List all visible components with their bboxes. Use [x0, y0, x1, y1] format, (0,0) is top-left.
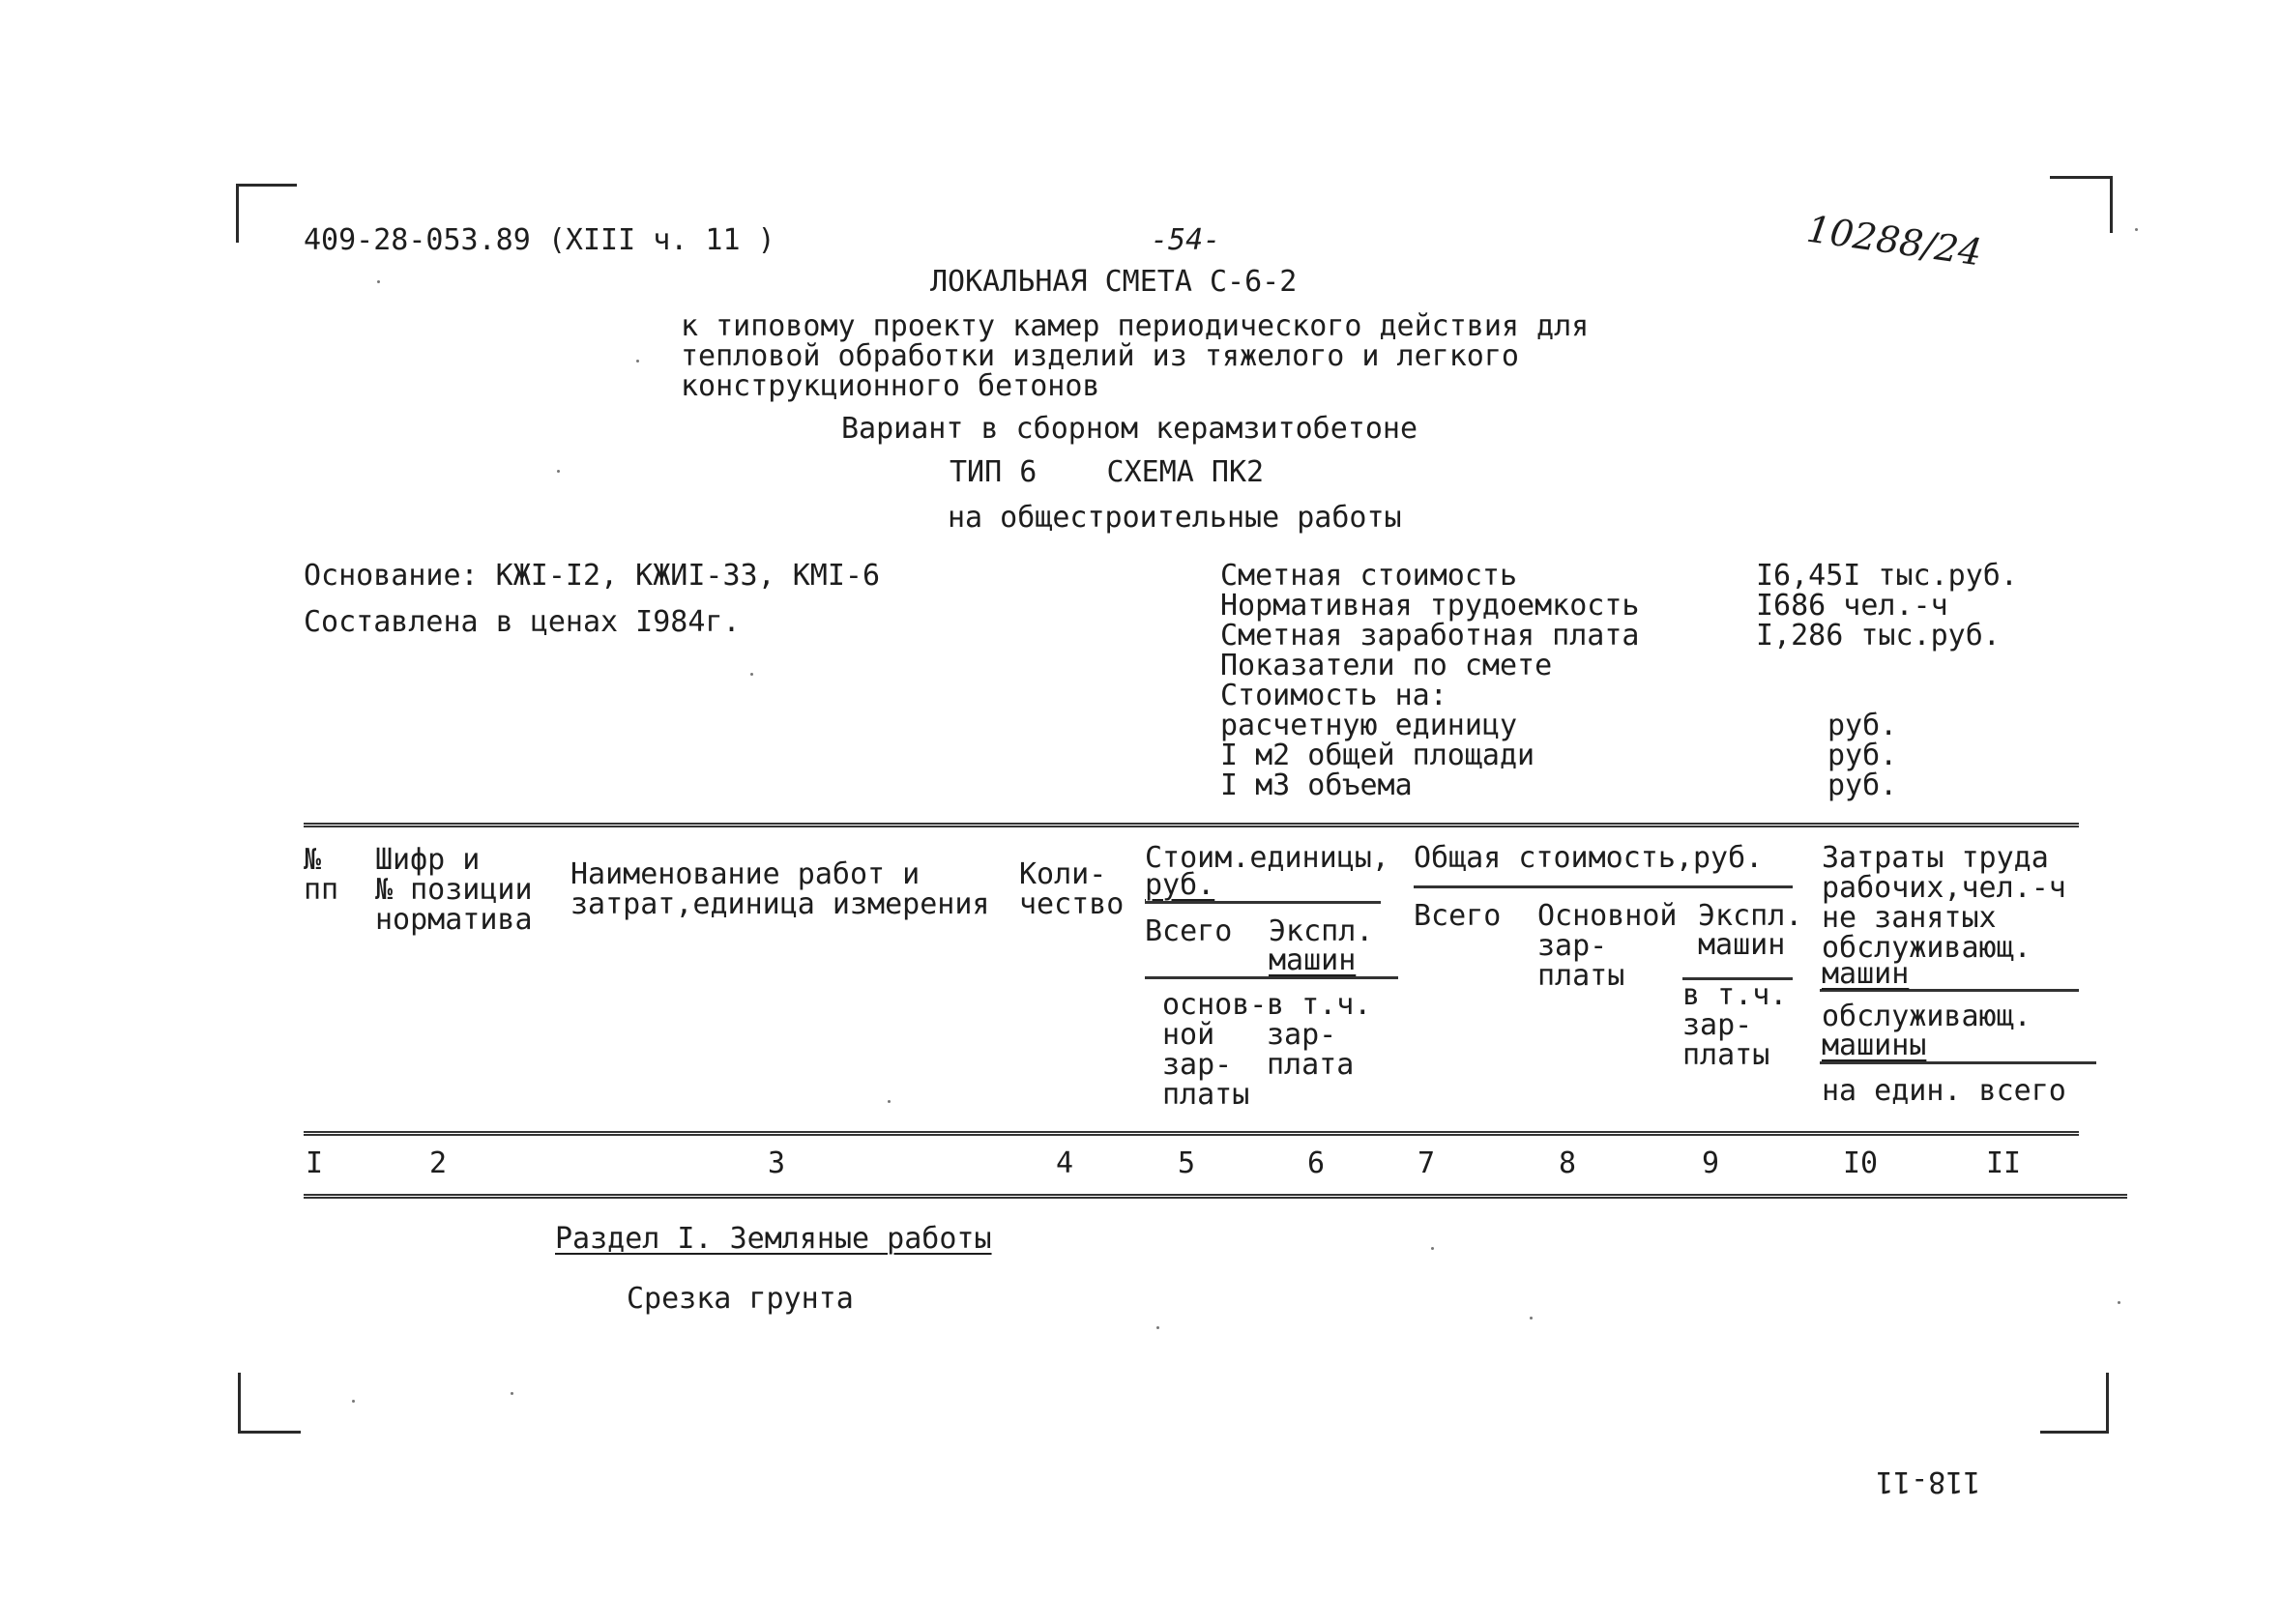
labor-machines-header-2: машины — [1822, 1029, 1927, 1062]
col-number-5: 5 — [1178, 1146, 1196, 1180]
title-line-3: конструкционного бетонов — [681, 369, 1100, 403]
scan-speck — [636, 360, 639, 362]
unit-incl-wage-header: в т.ч. зар- плата — [1267, 988, 1372, 1082]
col-number-6: 6 — [1307, 1146, 1326, 1180]
per-m2-value: руб. — [1827, 739, 1898, 772]
section-item: Срезка грунта — [627, 1282, 854, 1316]
labor-intensity-label: Нормативная трудоемкость — [1220, 589, 1640, 623]
purpose-line: на общестроительные работы — [948, 501, 1402, 535]
col-number-11: II — [1986, 1146, 2022, 1180]
col-number-7: 7 — [1418, 1146, 1436, 1180]
table-numbers-bottom-rule — [304, 1194, 2127, 1199]
labor-serving-header: обслуживающ. — [1822, 1000, 2032, 1033]
labor-header: Затраты труда рабочих,чел.-ч не занятых обслуживающ. — [1822, 841, 2066, 965]
scan-speck — [1431, 1247, 1434, 1250]
table-header-bottom-rule — [304, 1131, 2079, 1136]
type-scheme-line: ТИП 6 СХЕМА ПК2 — [950, 455, 1265, 489]
title-line-2: тепловой обработки изделий из тяжелого и легкого — [681, 339, 1519, 373]
wage-value: I,286 тыс.руб. — [1756, 619, 2001, 652]
per-m3-label: I м3 объема — [1220, 768, 1413, 802]
col-number-8: 8 — [1559, 1146, 1577, 1180]
scan-speck — [511, 1392, 513, 1395]
estimated-cost-value: I6,45I тыс.руб. — [1756, 559, 2018, 593]
basis-line: Основание: КЖI-I2, КЖИI-33, КМI-6 — [304, 559, 881, 593]
col-number-4: 4 — [1056, 1146, 1074, 1180]
corner-mark-top-right — [2050, 176, 2113, 233]
scan-speck — [2135, 228, 2138, 231]
per-unit-label: расчетную единицу — [1220, 709, 1518, 742]
col-number-2: 2 — [429, 1146, 448, 1180]
total-cost-rule — [1414, 885, 1793, 888]
unit-cost-unit: руб. — [1145, 868, 1215, 902]
section-title: Раздел I. Земляные работы — [555, 1222, 992, 1256]
footer-code — [1841, 1436, 1981, 1496]
corner-mark-bottom-left — [238, 1373, 301, 1434]
scan-speck — [1530, 1317, 1533, 1320]
per-m2-label: I м2 общей площади — [1220, 739, 1535, 772]
unit-mach-header: Экспл. — [1269, 914, 1374, 948]
col-header-code: Шифр и № позиции норматива — [375, 843, 533, 937]
unit-total-header: Всего — [1145, 914, 1233, 948]
prices-line: Составлена в ценах I984г. — [304, 605, 741, 639]
col-number-10: I0 — [1843, 1146, 1879, 1180]
title-line-1: к типовому проекту камер периодического действия для — [681, 309, 1590, 343]
corner-mark-top-left — [236, 184, 297, 243]
page-number: -54- — [1151, 223, 1221, 257]
per-unit-value: руб. — [1827, 709, 1898, 742]
col-header-name: Наименование работ и затрат,единица измерения — [570, 857, 990, 921]
total-cost-title: Общая стоимость,руб. — [1414, 841, 1764, 875]
scan-speck — [888, 1100, 891, 1103]
scan-speck — [352, 1400, 355, 1403]
unit-mach-header-2: машин — [1269, 943, 1357, 977]
total-mach-header: Экспл. — [1698, 899, 1803, 933]
total-basic-header: Основной зар- платы — [1537, 899, 1678, 993]
total-all-header: Всего — [1414, 899, 1502, 933]
scan-speck — [2118, 1301, 2120, 1304]
estimate-title: ЛОКАЛЬНАЯ СМЕТА С-6-2 — [930, 265, 1298, 299]
col-number-9: 9 — [1702, 1146, 1720, 1180]
labor-per-unit-header: на един. всего — [1822, 1074, 2066, 1108]
per-m3-value: руб. — [1827, 768, 1898, 802]
total-incl-wage-header: в т.ч. зар- платы — [1682, 978, 1788, 1072]
labor-intensity-value: I686 чел.-ч — [1756, 589, 1948, 623]
corner-mark-bottom-right — [2040, 1373, 2109, 1434]
col-header-number: № пп — [304, 843, 339, 907]
cost-per-label: Стоимость на: — [1220, 679, 1447, 712]
estimated-cost-label: Сметная стоимость — [1220, 559, 1518, 593]
col-number-3: 3 — [768, 1146, 786, 1180]
unit-basic-wage-header: основ- ной зар- платы — [1162, 988, 1268, 1112]
indicators-label: Показатели по смете — [1220, 649, 1553, 682]
scan-speck — [750, 673, 753, 676]
variant-line: Вариант в сборном керамзитобетоне — [841, 412, 1418, 446]
footer-code-text: 118-11 — [1876, 1464, 1981, 1498]
scan-speck — [557, 470, 560, 473]
total-mach-header-2: машин — [1698, 928, 1786, 962]
table-top-rule — [304, 823, 2079, 827]
labor-machines-header: машин — [1822, 957, 1910, 991]
scan-speck — [1156, 1326, 1159, 1329]
wage-label: Сметная заработная плата — [1220, 619, 1640, 652]
archive-number: 10288/24 — [1803, 207, 1985, 275]
scan-speck — [377, 280, 380, 283]
unit-cost-title: Стоим.единицы, — [1145, 841, 1389, 875]
col-number-1: I — [306, 1146, 324, 1180]
col-header-quantity: Коли- чество — [1019, 857, 1125, 921]
document-code: 409-28-053.89 (XIII ч. 11 ) — [304, 223, 775, 257]
